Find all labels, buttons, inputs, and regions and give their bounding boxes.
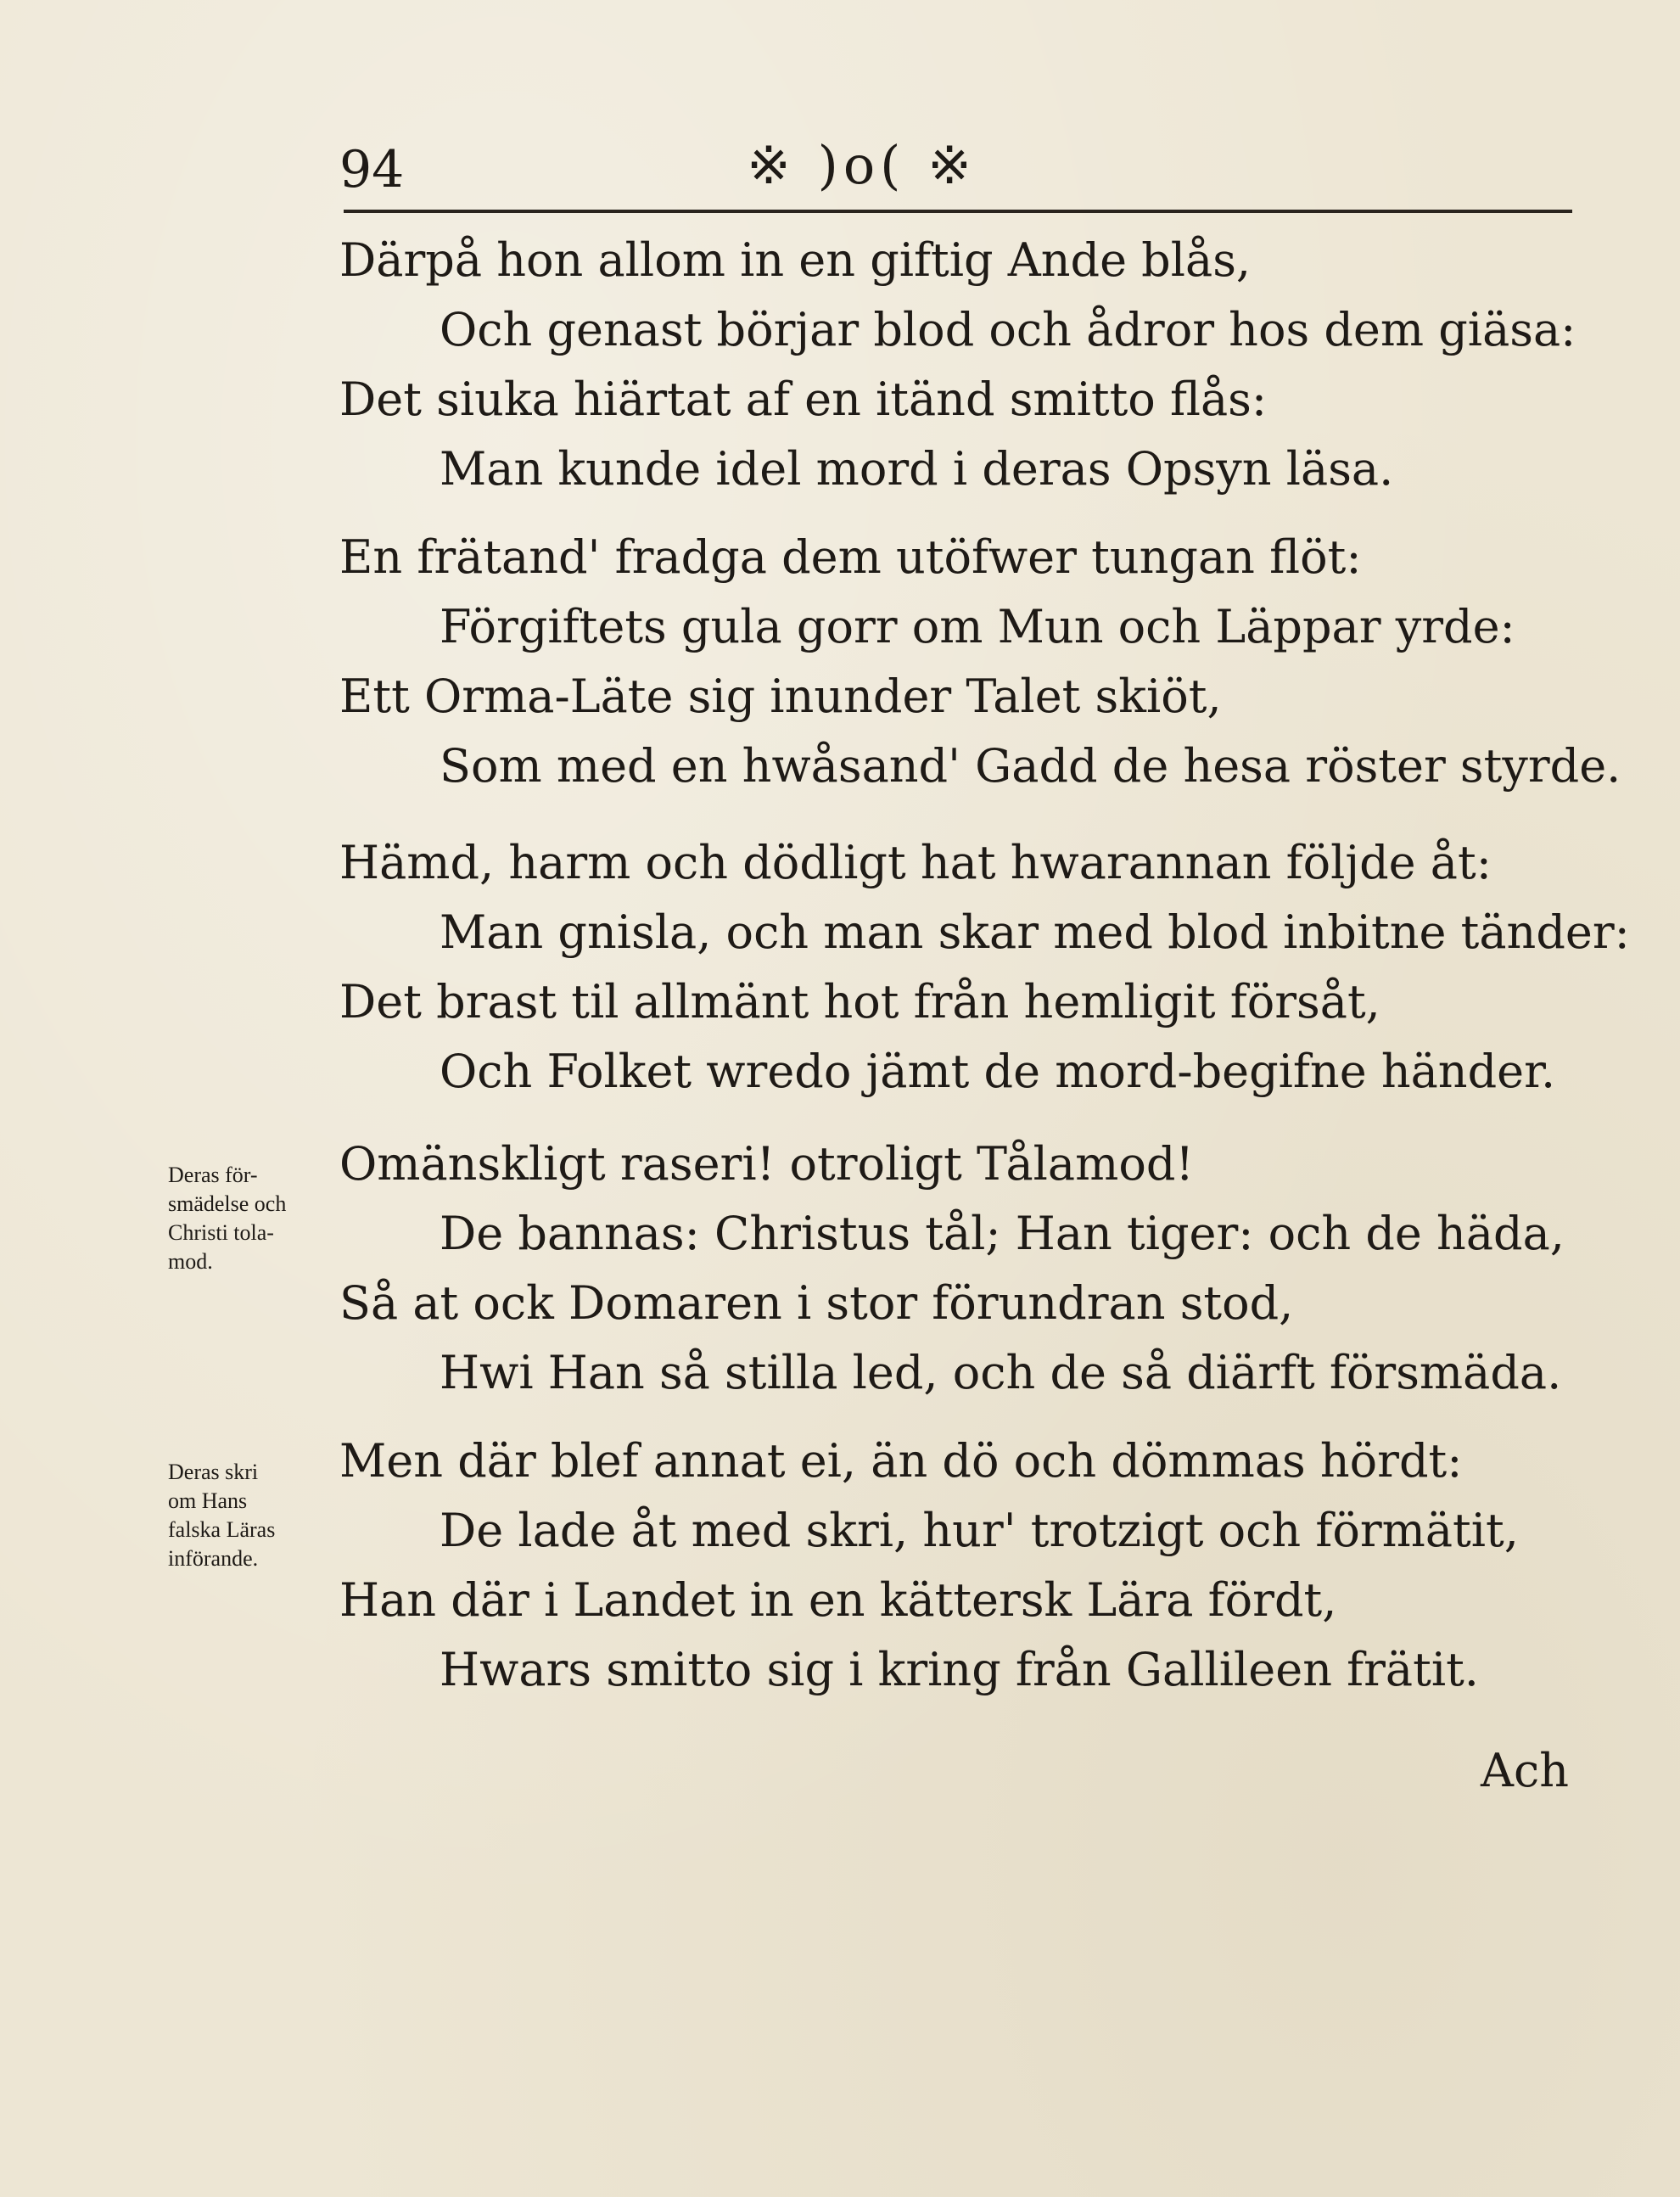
verse-line: Men där blef annat ei, än dö och dömmas hördt: (339, 1434, 1463, 1488)
verse-line: Hwi Han så stilla led, och de så diärft försmäda. (440, 1346, 1562, 1399)
verse-line: Ett Orma-Läte sig inunder Talet skiöt, (339, 670, 1222, 723)
verse-line: Man kunde idel mord i deras Opsyn läsa. (440, 442, 1394, 496)
margin-note: Deras för- smädelse och Christi tola- mod. (168, 1163, 287, 1274)
margin-note: Deras skri om Hans falska Läras införande. (168, 1460, 276, 1571)
catchword: Ach (1481, 1744, 1570, 1797)
verse-line: Och genast börjar blod och ådror hos dem giäsa: (440, 303, 1576, 356)
header-ornament: ※ )o( ※ (747, 134, 977, 196)
verse-line: Han där i Landet in en kättersk Lära fördt, (339, 1573, 1337, 1627)
verse-line: De bannas: Christus tål; Han tiger: och de häda, (440, 1207, 1565, 1260)
verse-line: Det siuka hiärtat af en itänd smitto flås: (339, 373, 1268, 426)
verse-line: Därpå hon allom in en giftig Ande blås, (339, 233, 1252, 287)
verse-line: Och Folket wredo jämt de mord-begifne händer. (440, 1045, 1556, 1098)
header-rule (344, 210, 1572, 213)
verse-line: Som med en hwåsand' Gadd de hesa röster styrde. (440, 739, 1621, 793)
verse-line: En frätand' fradga dem utöfwer tungan flöt: (339, 530, 1362, 584)
verse-line: Man gnisla, och man skar med blod inbitne tänder: (440, 905, 1630, 959)
verse-line: De lade åt med skri, hur' trotzigt och förmätit, (440, 1504, 1519, 1557)
verse-line: Det brast til allmänt hot från hemligit försåt, (339, 975, 1380, 1028)
page-number: 94 (339, 140, 405, 199)
verse-line: Omänskligt raseri! otroligt Tålamod! (339, 1137, 1195, 1191)
verse-line: Hwars smitto sig i kring från Gallileen frätit. (440, 1643, 1479, 1696)
verse-line: Så at ock Domaren i stor förundran stod, (339, 1276, 1294, 1330)
verse-line: Förgiftets gula gorr om Mun och Läppar yrde: (440, 600, 1515, 653)
verse-line: Hämd, harm och dödligt hat hwarannan följde åt: (339, 836, 1492, 889)
